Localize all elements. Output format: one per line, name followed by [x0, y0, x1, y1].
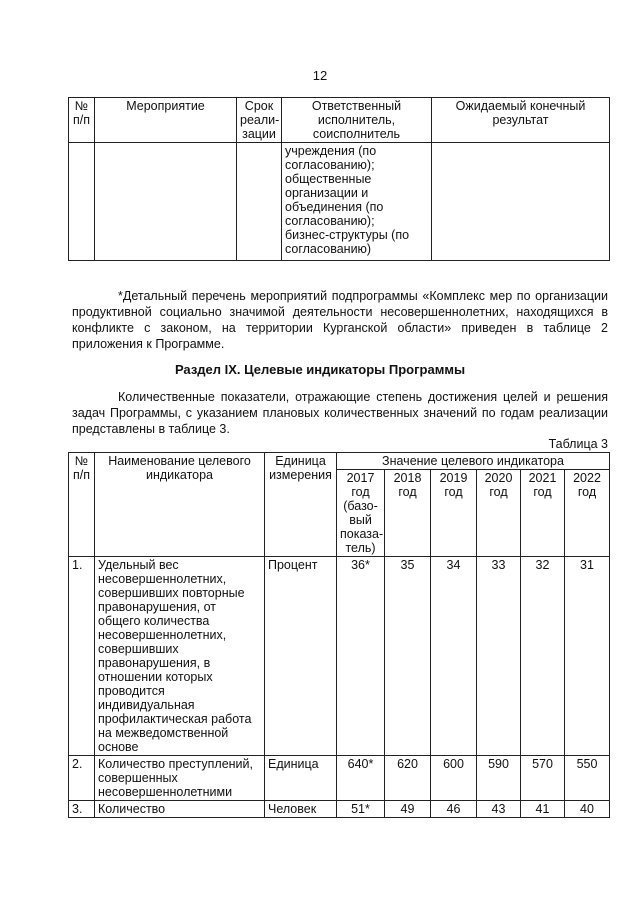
cell-event [95, 143, 237, 261]
header-unit: Единица измерения [265, 453, 337, 557]
cell-term [237, 143, 282, 261]
table-row [69, 557, 610, 756]
row-num: 1. [69, 557, 95, 756]
header-year-2020: 2020 год [477, 470, 521, 557]
header-indicator-name: Наименование целевого индикатора [95, 453, 265, 557]
row-value: 41 [521, 801, 565, 818]
footnote: *Детальный перечень мероприятий подпрограммы «Комплекс мер по организации продуктивной социально значимой деятельности несовершеннолетних, находящихся в конфликте с законом, на территории Курганской области» приведен в таблице 2 приложения к Программе. [72, 289, 608, 351]
row-num: 2. [69, 756, 95, 801]
row-value: 550 [565, 756, 610, 801]
row-value: 33 [477, 557, 521, 756]
indicators-header-row [69, 453, 610, 470]
cell-num [69, 143, 95, 261]
row-value: 51* [337, 801, 385, 818]
row-value: 570 [521, 756, 565, 801]
row-value: 40 [565, 801, 610, 818]
row-unit: Человек [265, 801, 337, 818]
row-unit: Процент [265, 557, 337, 756]
header-term: Срок реали- зации [237, 98, 282, 143]
row-indicator-name: Количество преступлений, совершенных несовершеннолетними [95, 756, 265, 801]
table-row [69, 756, 610, 801]
header-num: № п/п [69, 453, 95, 557]
cell-result [432, 143, 610, 261]
row-num: 3. [69, 801, 95, 818]
row-value: 46 [431, 801, 477, 818]
header-responsible: Ответственный исполнитель, соисполнитель [282, 98, 432, 143]
row-value: 36* [337, 557, 385, 756]
indicators-table [68, 452, 610, 818]
events-table-header [69, 98, 610, 143]
row-value: 620 [385, 756, 431, 801]
header-year-2018: 2018 год [385, 470, 431, 557]
header-year-2019: 2019 год [431, 470, 477, 557]
row-unit: Единица [265, 756, 337, 801]
row-value: 34 [431, 557, 477, 756]
header-year-2021: 2021 год [521, 470, 565, 557]
row-value: 43 [477, 801, 521, 818]
table-row [69, 801, 610, 818]
row-value: 35 [385, 557, 431, 756]
intro-paragraph: Количественные показатели, отражающие степень достижения целей и решения задач Программы, с указанием плановых количественных значений по годам реализации представлены в таблице 3. [72, 390, 608, 436]
section-title: Раздел IX. Целевые индикаторы Программы [174, 362, 466, 377]
header-event: Мероприятие [95, 98, 237, 143]
row-indicator-name: Количество [95, 801, 265, 818]
row-value: 31 [565, 557, 610, 756]
table-row [69, 143, 610, 261]
header-value-group: Значение целевого индикатора [337, 453, 610, 470]
table-caption: Таблица 3 [548, 437, 608, 451]
row-value: 49 [385, 801, 431, 818]
row-value: 32 [521, 557, 565, 756]
row-indicator-name: Удельный вес несовершеннолетних, совершивших повторные правонарушения, от общего количества несовершеннолетних, совершивших правонарушения, в отношении которых проводится индивидуальная профилактическая работа на межведомственной основе [95, 557, 265, 756]
row-value: 590 [477, 756, 521, 801]
page-number: 12 [312, 68, 328, 83]
header-year-2022: 2022 год [565, 470, 610, 557]
cell-responsible: учреждения (по согласованию); общественные организации и объединения (по согласованию); бизнес-структуры (по согласованию) [282, 143, 432, 261]
header-year-2017: 2017 год (базо- вый показа- тель) [337, 470, 385, 557]
header-num: № п/п [69, 98, 95, 143]
header-result: Ожидаемый конечный результат [432, 98, 610, 143]
row-value: 640* [337, 756, 385, 801]
row-value: 600 [431, 756, 477, 801]
events-table-continuation [68, 97, 610, 261]
